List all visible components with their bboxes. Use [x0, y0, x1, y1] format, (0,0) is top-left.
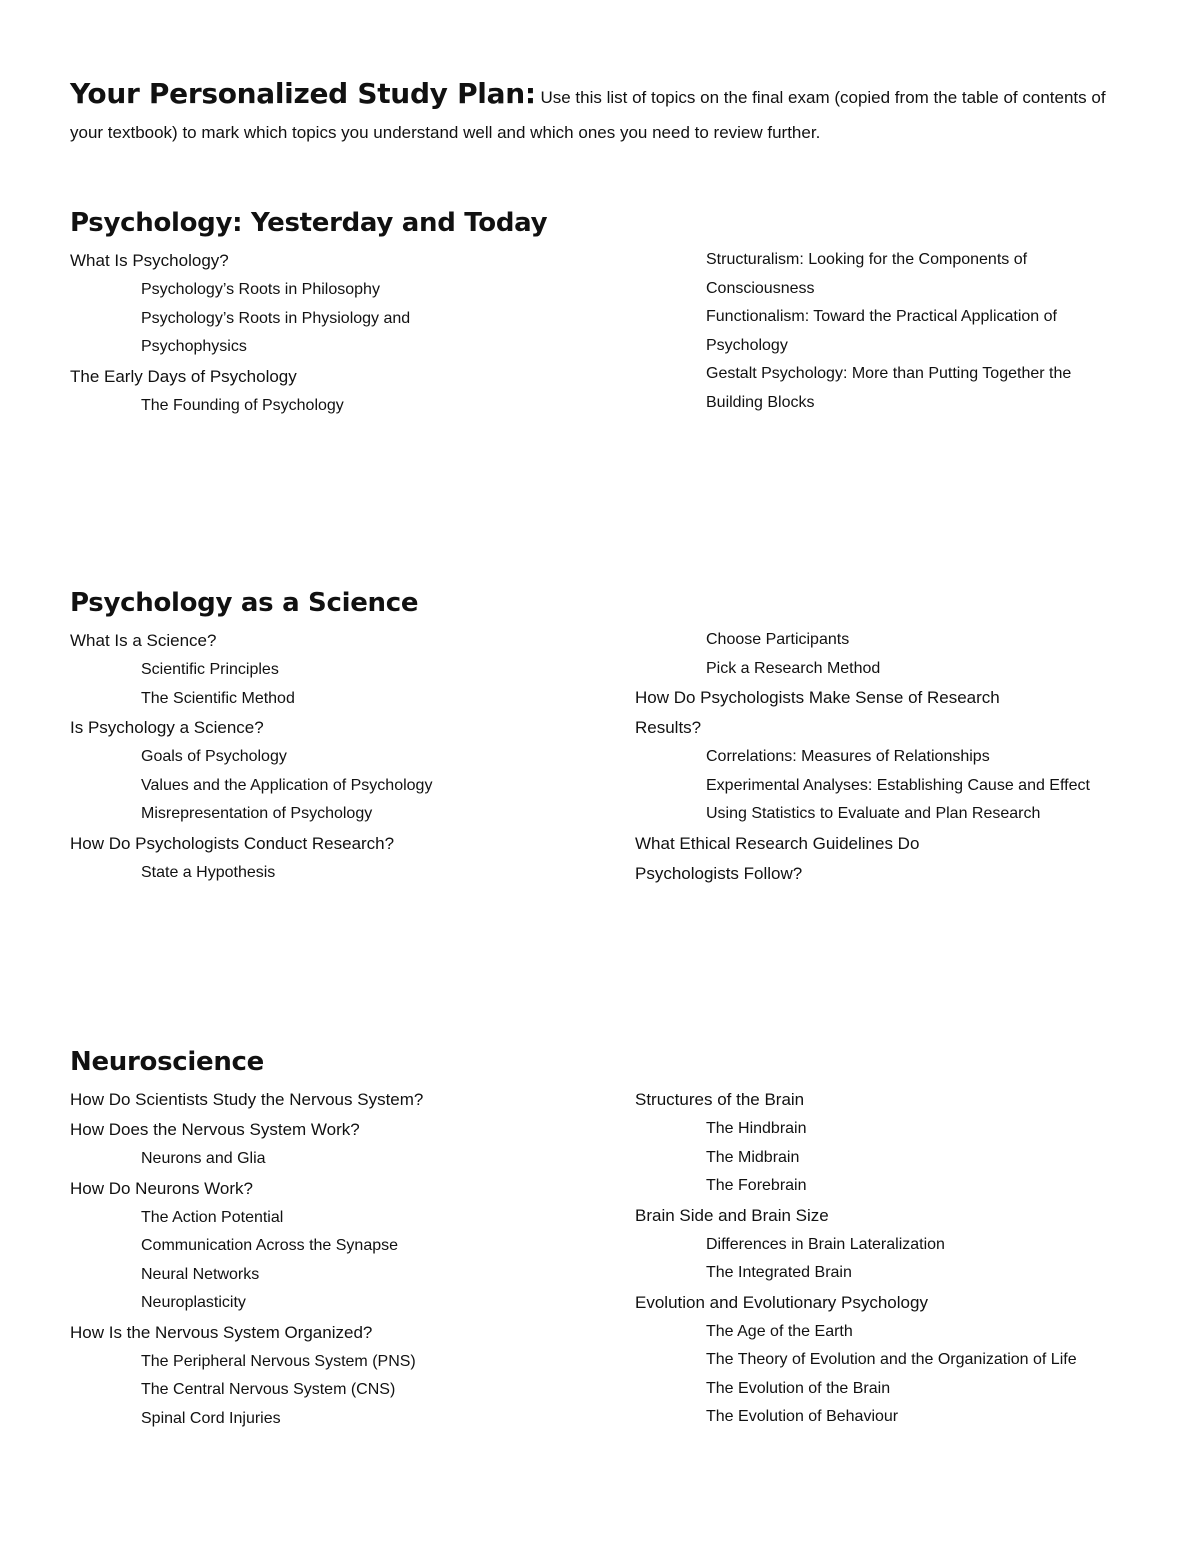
subtopic: Psychology’s Roots in Philosophy [141, 281, 380, 298]
subtopic: Experimental Analyses: Establishing Cause and Effect [706, 776, 1090, 794]
topic-heading: The Early Days of Psychology [70, 366, 297, 386]
subtopic: Correlations: Measures of Relationships [706, 748, 990, 765]
topic-heading: Is Psychology a Science? [70, 718, 264, 737]
section-title: Neuroscience [70, 1047, 264, 1077]
subtopic: Choose Participants [706, 631, 850, 648]
topic-heading: What Ethical Research Guidelines Do Psychologists Follow? [635, 833, 920, 883]
subtopic: Using Statistics to Evaluate and Plan Research [706, 805, 1041, 822]
subtopic: The Evolution of Behaviour [706, 1408, 899, 1425]
topic-heading: Evolution and Evolutionary Psychology [635, 1292, 928, 1312]
subtopic: Psychology’s Roots in Physiology and Psychophysics [141, 309, 411, 355]
subtopic: Structuralism: Looking for the Components of Consciousness [706, 251, 1028, 297]
subtopic: Pick a Research Method [706, 659, 881, 677]
subtopic: The Theory of Evolution and the Organization of Life [706, 1351, 1077, 1368]
left-topic-column [70, 626, 510, 887]
section-title: Psychology: Yesterday and Today [70, 208, 548, 238]
right-topic-column [635, 1085, 1105, 1432]
subtopic: Scientific Principles [141, 661, 279, 678]
subtopic: The Forebrain [706, 1177, 807, 1194]
subtopic: State a Hypothesis [141, 863, 276, 881]
subtopic: Neurons and Glia [141, 1150, 266, 1167]
topic-heading: How Do Neurons Work? [70, 1178, 253, 1198]
page-title: Your Personalized Study Plan: [70, 77, 536, 110]
topic-heading: How Is the Nervous System Organized? [70, 1322, 373, 1342]
subtopic: The Age of the Earth [706, 1322, 853, 1340]
subtopic: The Peripheral Nervous System (PNS) [141, 1352, 416, 1370]
topic-heading: How Do Psychologists Make Sense of Research Results? [635, 688, 1000, 737]
subtopic: The Action Potential [141, 1208, 284, 1226]
subtopic: Communication Across the Synapse [141, 1237, 399, 1254]
right-topic-column [635, 626, 1105, 889]
section-psychology-as-science [70, 586, 1130, 883]
subtopic: Neural Networks [141, 1265, 260, 1283]
subtopic: Goals of Psychology [141, 748, 287, 765]
topic-heading: How Does the Nervous System Work? [70, 1120, 360, 1139]
subtopic: The Founding of Psychology [141, 396, 344, 414]
subtopic: The Evolution of the Brain [706, 1379, 891, 1397]
subtopic: The Hindbrain [706, 1120, 807, 1137]
left-topic-column [70, 246, 490, 420]
topic-heading: How Do Scientists Study the Nervous System? [70, 1090, 424, 1109]
topic-heading: How Do Psychologists Conduct Research? [70, 833, 395, 853]
subtopic: The Central Nervous System (CNS) [141, 1381, 396, 1398]
subtopic: Functionalism: Toward the Practical Application of Psychology [706, 308, 1057, 354]
intro-text: Use this list of topics on the final exam (copied from the table of contents of your textbook) to mark which topics you understand well and which ones you need to review further. [70, 88, 1106, 142]
topic-heading: What Is a Science? [70, 631, 217, 650]
subtopic: The Midbrain [706, 1148, 800, 1166]
page-header [70, 76, 1130, 150]
topic-heading: Structures of the Brain [635, 1090, 805, 1109]
subtopic: Values and the Application of Psychology [141, 776, 433, 794]
section-title: Psychology as a Science [70, 588, 419, 618]
subtopic: Gestalt Psychology: More than Putting Together the Building Blocks [706, 365, 1072, 411]
subtopic: Differences in Brain Lateralization [706, 1235, 945, 1253]
subtopic: Spinal Cord Injuries [141, 1409, 281, 1427]
topic-heading: Brain Side and Brain Size [635, 1205, 829, 1225]
section-1-right-subtopics [706, 246, 1130, 417]
section-neuroscience [70, 1045, 1130, 1427]
subtopic: The Integrated Brain [706, 1264, 852, 1281]
subtopic: Misrepresentation of Psychology [141, 805, 373, 822]
subtopic: Neuroplasticity [141, 1294, 246, 1311]
left-topic-column [70, 1085, 530, 1433]
topic-heading: What Is Psychology? [70, 251, 229, 270]
subtopic: The Scientific Method [141, 689, 295, 707]
